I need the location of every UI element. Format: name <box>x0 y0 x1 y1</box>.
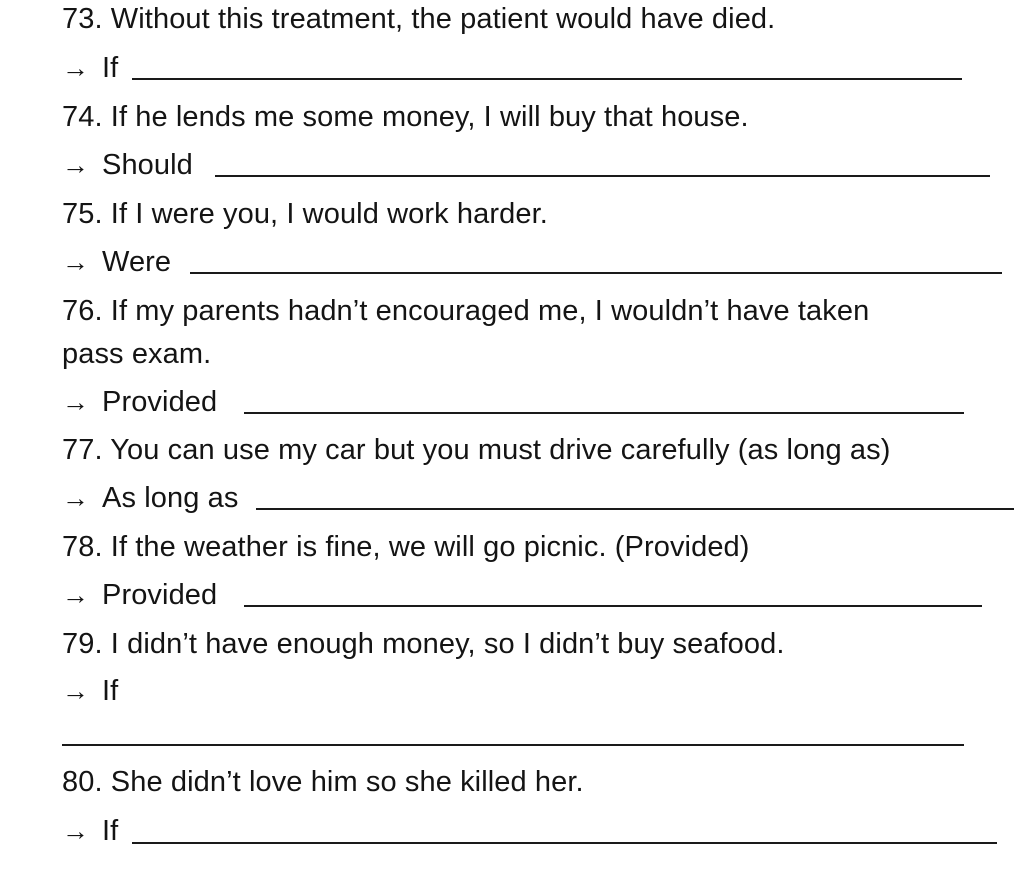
exercise-text: You can use my car but you must drive carefully (as long as) <box>110 434 891 466</box>
exercise-text: pass exam. <box>62 338 212 370</box>
exercise-number: 79. <box>62 628 103 660</box>
exercise-78-answer <box>62 578 217 612</box>
exercise-number: 77. <box>62 434 103 466</box>
exercise-75-answer <box>62 245 171 279</box>
exercise-number: 74. <box>62 101 103 133</box>
arrow-right-icon: → <box>62 387 90 417</box>
answer-blank-80[interactable] <box>132 842 997 844</box>
answer-blank-74[interactable] <box>215 175 990 177</box>
exercise-text: She didn’t love him so she killed her. <box>110 766 584 798</box>
exercise-74-answer <box>62 148 193 182</box>
answer-prompt: Provided <box>102 579 218 611</box>
exercise-80-sentence <box>62 765 584 799</box>
exercise-73-sentence <box>62 2 775 36</box>
arrow-right-icon: → <box>62 53 90 83</box>
exercise-number: 78. <box>62 531 103 563</box>
exercise-73-answer <box>62 51 118 85</box>
answer-blank-75[interactable] <box>190 272 1002 274</box>
exercise-79-answer <box>62 674 118 708</box>
exercise-text: If he lends me some money, I will buy that house. <box>110 101 749 133</box>
exercise-number: 76. <box>62 295 103 327</box>
answer-blank-78[interactable] <box>244 605 982 607</box>
exercise-78-sentence <box>62 530 750 564</box>
exercise-76-sentence-cont <box>62 337 211 371</box>
exercise-74-sentence <box>62 100 749 134</box>
exercise-text: I didn’t have enough money, so I didn’t buy seafood. <box>110 628 785 660</box>
arrow-right-icon: → <box>62 816 90 846</box>
answer-blank-73[interactable] <box>132 78 962 80</box>
answer-prompt: Should <box>102 149 193 181</box>
arrow-right-icon: → <box>62 247 90 277</box>
exercise-text: If I were you, I would work harder. <box>110 198 548 230</box>
exercise-76-sentence <box>62 294 869 328</box>
exercise-77-sentence <box>62 433 891 467</box>
arrow-right-icon: → <box>62 150 90 180</box>
answer-blank-76[interactable] <box>244 412 964 414</box>
answer-blank-79[interactable] <box>62 744 964 746</box>
arrow-right-icon: → <box>62 483 90 513</box>
exercise-77-answer <box>62 481 238 515</box>
exercise-number: 73. <box>62 3 103 35</box>
answer-prompt: If <box>102 675 119 707</box>
answer-prompt: As long as <box>102 482 239 514</box>
exercise-75-sentence <box>62 197 548 231</box>
answer-blank-77[interactable] <box>256 508 1014 510</box>
arrow-right-icon: → <box>62 676 90 706</box>
exercise-text: If the weather is fine, we will go picnic. (Provided) <box>110 531 750 563</box>
exercise-text: Without this treatment, the patient would have died. <box>110 3 776 35</box>
answer-prompt: Were <box>102 246 172 278</box>
answer-prompt: Provided <box>102 386 218 418</box>
arrow-right-icon: → <box>62 580 90 610</box>
exercise-76-answer <box>62 385 217 419</box>
exercise-number: 75. <box>62 198 103 230</box>
exercise-number: 80. <box>62 766 103 798</box>
exercise-80-answer <box>62 814 118 848</box>
exercise-text: If my parents hadn’t encouraged me, I wouldn’t have taken <box>110 295 870 327</box>
answer-prompt: If <box>102 52 119 84</box>
exercise-79-sentence <box>62 627 785 661</box>
answer-prompt: If <box>102 815 119 847</box>
